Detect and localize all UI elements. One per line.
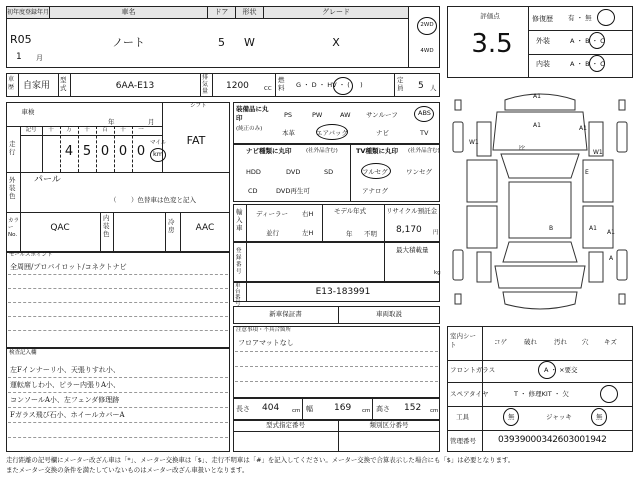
navi-sub: (社外品含む): [306, 148, 338, 154]
km-unit: km: [153, 150, 164, 158]
width-cm: cm: [362, 408, 371, 414]
chassis-value: E13-183991: [315, 287, 371, 297]
notes-block: [233, 326, 440, 398]
diagram-label-2: W1: [469, 139, 479, 146]
import-parallel: 並行: [266, 229, 279, 237]
navi-dvd-play: DVD再生可: [276, 187, 310, 195]
jack-label: ジャッキ: [546, 413, 572, 421]
equip-label: 装備品に丸印: [236, 105, 269, 122]
equip-airbag: エアバッグ: [316, 129, 348, 137]
footer-line-1: 走行距離の記号欄にメーター改ざん車は「*」、メーター交換車は「$」、走行不明車は「#」を記入してください。メーター交換で合算表示した場合にも「$」は必要となります。: [6, 456, 515, 464]
notes-text: フロアマットなし: [238, 339, 294, 347]
footer-line-2: またメーター交換の条件を満たしていないものはメーター改ざん車扱いとなります。: [6, 466, 249, 474]
model-year-unknown: 不明: [364, 230, 377, 238]
spare-opts: T ・ 修理KIT ・ 欠: [514, 390, 569, 398]
equip-leather: 本革: [282, 129, 295, 137]
equip-ps: PS: [284, 111, 293, 119]
ext-b-circle: [589, 32, 605, 49]
mgmt-value: 0393900034260300194​2: [498, 435, 607, 445]
usage-value: 自家用: [23, 81, 51, 91]
tools-value: 無: [508, 413, 515, 421]
maxload-kg: kg: [434, 270, 441, 276]
diagram-label-6: A1: [579, 125, 587, 132]
doors-label: ドア: [207, 6, 236, 19]
recycle-label: リサイクル預託金: [386, 207, 438, 215]
aircon-value: AAC: [195, 223, 215, 233]
equip-sunroof: サンルーフ: [366, 111, 398, 119]
shift-value: FAT: [186, 134, 206, 147]
tv-label: TV種類に丸印: [356, 147, 398, 155]
regnum-label: 登録番号: [236, 248, 242, 275]
import-left: 左H: [302, 229, 314, 237]
disp-label: 排気量: [202, 74, 209, 95]
reg-year: R05: [10, 33, 32, 46]
length-value: 404: [262, 403, 280, 413]
jack-none-circle: [591, 408, 607, 426]
digit-header-6: 一: [138, 127, 144, 133]
seat-opt-2: 汚れ: [554, 338, 567, 346]
first-reg-label: 初年度登録年月: [6, 6, 50, 19]
import-dealer: ディーラー: [256, 210, 288, 218]
digit-4: 0: [118, 144, 128, 159]
seat-opt-4: キズ: [604, 338, 617, 346]
spare-label: スペアタイヤ: [450, 390, 489, 398]
aircon-label: 冷房: [168, 218, 175, 234]
class-label: 類別区分番号: [369, 421, 409, 429]
tv-oneseg: ワンセグ: [406, 168, 432, 176]
repair-none-circle: [597, 9, 615, 26]
reg-month: 1: [16, 52, 22, 62]
tools-none-circle: [503, 408, 519, 426]
equip-tv: TV: [420, 129, 429, 137]
height-cm: cm: [430, 408, 439, 414]
digit-2: 5: [82, 144, 92, 159]
cc-unit: CC: [264, 86, 272, 92]
diagram-label-8: A1: [589, 225, 597, 232]
navi-sd: SD: [324, 168, 334, 176]
ext-label: 外装: [536, 37, 550, 45]
tv-sub: (社外品含む): [408, 148, 440, 154]
inspection-year: 年: [108, 118, 115, 126]
spare-missing-circle: [600, 385, 618, 403]
grade-value: X: [332, 36, 340, 49]
ext-options: A ・ B ・ C: [570, 37, 605, 45]
2wd-option: 2WD: [420, 22, 434, 28]
maxload-label: 最大積載量: [396, 246, 429, 254]
int-label: 内装: [536, 60, 550, 68]
repair-options: 有 ・ 無: [568, 14, 592, 22]
navi-dvd: DVD: [286, 168, 301, 176]
width-value: 169: [334, 403, 352, 413]
seat-opt-3: 穴: [582, 338, 589, 346]
frontglass-label: フロントガラス: [450, 366, 496, 374]
model-year-label: モデル年式: [334, 207, 367, 215]
person-unit: 人: [430, 84, 437, 92]
disp-value: 1200: [226, 81, 249, 91]
fuel-options: G ・ D ・ HV ・ ( ): [296, 81, 363, 89]
width-label: 幅: [306, 405, 313, 413]
import-right: 右H: [302, 210, 314, 218]
height-label: 高さ: [376, 405, 390, 413]
type-spec-label: 型式指定番号: [266, 421, 305, 429]
seat-opt-1: 破れ: [524, 338, 537, 346]
inspection-month: 月: [148, 118, 155, 126]
manual-label: 車両取説: [376, 310, 402, 318]
height-value: 152: [404, 403, 422, 413]
digit-header-0: 記号: [25, 127, 37, 133]
diagram-label-7: B: [549, 225, 554, 232]
diagram-label-3: W1: [593, 149, 603, 156]
color-note: （ ）色替車は色変と記入: [110, 196, 196, 204]
inspection-label: 車検: [21, 108, 35, 116]
equip-sub: (純正のみ): [236, 126, 263, 132]
diagram-label-1: A1: [533, 122, 541, 129]
diagram-label-0: A1: [533, 93, 541, 100]
sales-text: 全周囲/プロパイロット/コネクトナビ: [10, 263, 127, 271]
score-label: 評価点: [480, 12, 500, 20]
car-damage-diagram: [447, 82, 633, 322]
tv-analog: アナログ: [362, 187, 388, 195]
warranty-label: 新車保証書: [269, 310, 302, 318]
mileage-label: 走行: [9, 140, 16, 156]
digit-header-1: 十: [48, 127, 54, 133]
mgmt-label: 管理番号: [450, 437, 476, 445]
digit-header-5: 十: [120, 127, 126, 133]
fuel-label: 燃料: [278, 76, 285, 92]
digit-header-4: 百: [102, 127, 108, 133]
inspection-line-1: 運転席しわ小、ピラー内張りA小、: [10, 381, 121, 389]
navi-label: ナビ種類に丸印: [246, 147, 292, 155]
digit-header-3: 千: [84, 127, 90, 133]
chassis-label: 車台番号: [235, 283, 241, 307]
tools-label: 工具: [456, 413, 469, 421]
repair-label: 修復歴: [532, 15, 553, 23]
4wd-option: 4WD: [420, 48, 434, 54]
recycle-amount: 8,170: [396, 225, 422, 235]
frontglass-a-circle: [538, 361, 556, 379]
score-value: 3.5: [471, 29, 513, 59]
navi-hdd: HDD: [246, 168, 261, 176]
import-label: 輸入車: [236, 208, 243, 232]
hv-circle: [333, 77, 353, 95]
exterior-label: 外装色: [9, 176, 16, 200]
seat-opt-0: コゲ: [494, 338, 507, 346]
shape-label: 形状: [235, 6, 264, 19]
colorno-label: カラーNo.: [8, 218, 20, 238]
frontglass-opts: A ・ ×要交: [544, 366, 578, 374]
exterior-color: パール: [34, 175, 61, 185]
equip-pw: PW: [312, 111, 323, 119]
car-name-label: 車名: [49, 6, 208, 19]
inspection-line-3: Fガラス飛び石小、ホイールカバーA: [10, 411, 125, 419]
navi-cd: CD: [248, 187, 258, 195]
capacity-label: 定員: [397, 76, 404, 92]
digit-header-2: 万: [66, 127, 72, 133]
equip-navi: ナビ: [376, 129, 389, 137]
tv-fullseg: フルセグ: [362, 168, 388, 176]
diagram-label-5: E: [585, 169, 589, 176]
digit-3: 0: [100, 144, 110, 159]
int-b-circle: [589, 55, 605, 72]
shift-label: シフト: [190, 103, 207, 109]
digit-5: 0: [136, 144, 146, 159]
usage-label: 車歴: [8, 76, 15, 91]
sales-label: セールスポイント: [9, 252, 53, 258]
inspection-line-0: 左Fインナーリ小、天張りすれ小、: [10, 366, 120, 374]
notes-label: 注意事項・不具合箇所: [236, 327, 292, 333]
inspection-line-2: コンソールA小、左フェンダ修理跡: [10, 396, 120, 404]
equip-abs: ABS: [418, 109, 431, 117]
interior-seat-label: 室内シート: [450, 332, 476, 349]
int-options: A ・ B ・ C: [570, 60, 605, 68]
colorno-value: QAC: [50, 223, 70, 233]
type-label: 型式: [60, 76, 67, 92]
length-label: 長さ: [236, 405, 250, 413]
length-cm: cm: [292, 408, 301, 414]
car-name-value: ノート: [112, 36, 145, 49]
digit-1: 4: [64, 144, 74, 159]
type-value: 6AA-E13: [115, 81, 155, 91]
interior-color-label: 内装色: [103, 214, 110, 238]
model-year-unit: 年: [346, 230, 353, 238]
diagram-label-4: ﾋﾋ: [519, 145, 526, 152]
recycle-yen: 円: [433, 230, 439, 236]
mile-label: マイル: [150, 140, 167, 146]
grade-label: グレード: [263, 6, 409, 19]
inspection-notes-label: 検査記入欄: [9, 350, 37, 356]
jack-value: 無: [596, 413, 603, 421]
diagram-label-10: A: [609, 255, 614, 262]
equip-aw: AW: [340, 111, 351, 119]
diagram-label-9: A1: [607, 229, 615, 236]
doors-value: 5: [218, 36, 225, 49]
shape-value: W: [244, 36, 255, 49]
capacity-value: 5: [418, 81, 424, 91]
reg-month-unit: 月: [36, 54, 43, 62]
